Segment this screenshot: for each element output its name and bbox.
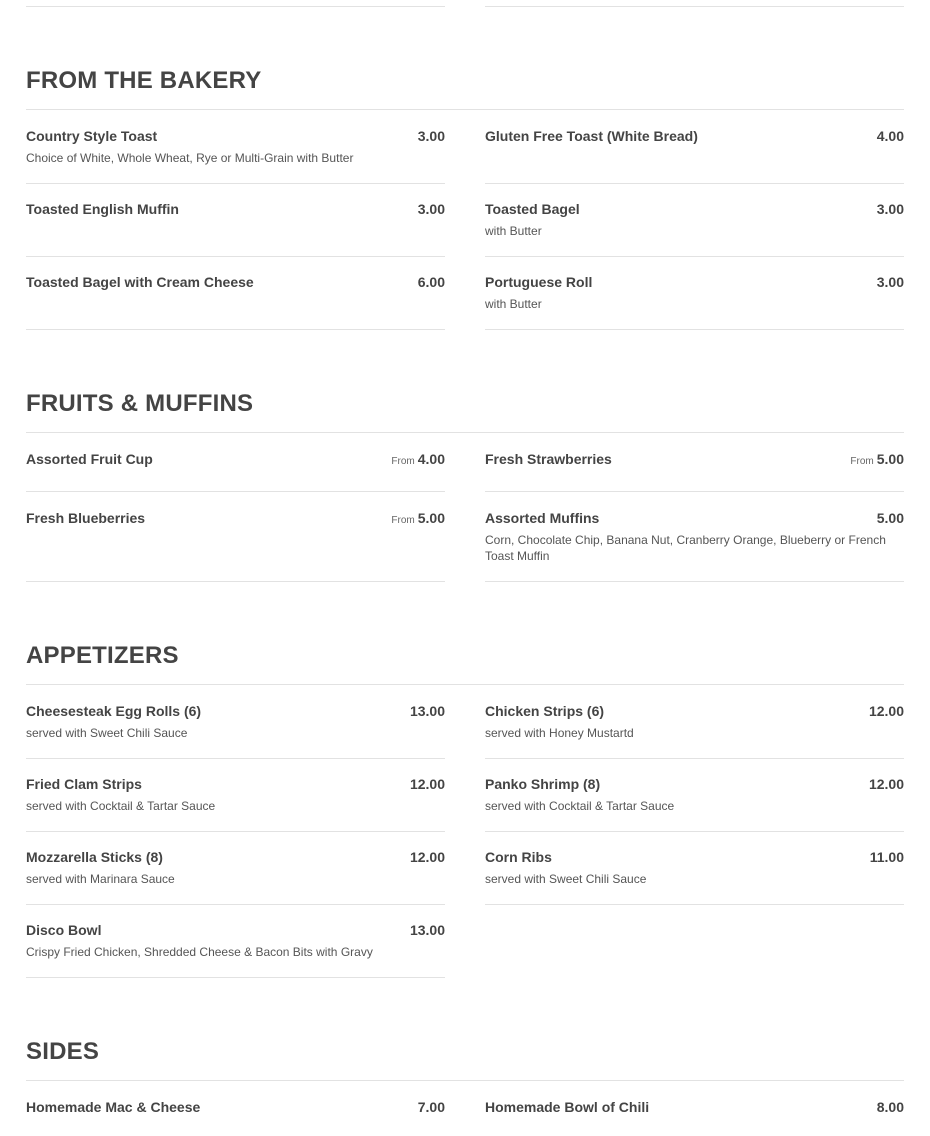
item-divider <box>485 581 904 582</box>
divider <box>26 6 445 7</box>
item-divider <box>26 977 445 978</box>
item-divider <box>485 256 904 257</box>
item-description: Crispy Fried Chicken, Shredded Cheese & Bacon Bits with Gravy <box>26 945 373 959</box>
price-value: 5.00 <box>417 510 445 526</box>
price-from-label: From <box>850 456 874 467</box>
item-description: Corn, Chocolate Chip, Banana Nut, Cranberry Orange, Blueberry or French Toast Muffin <box>485 533 886 563</box>
item-name: Disco Bowl <box>26 922 102 938</box>
item-name: Panko Shrimp (8) <box>485 776 601 792</box>
item-name: Homemade Bowl of Chili <box>485 1099 650 1115</box>
item-price: 13.00 <box>409 703 445 719</box>
item-name: Gluten Free Toast (White Bread) <box>485 128 698 144</box>
section-fruits-muffins <box>26 390 904 563</box>
item-divider <box>26 183 445 184</box>
section-title: APPETIZERS <box>26 642 179 669</box>
item-price: 11.00 <box>869 849 904 865</box>
item-name: Cheesesteak Egg Rolls (6) <box>26 703 202 719</box>
item-name: Corn Ribs <box>485 849 552 865</box>
item-divider <box>26 831 445 832</box>
item-price: 3.00 <box>417 201 445 217</box>
item-price <box>391 451 445 470</box>
top-dividers <box>26 6 904 7</box>
item-name: Assorted Fruit Cup <box>26 451 153 467</box>
item-price: 12.00 <box>409 849 445 865</box>
item-divider <box>485 491 904 492</box>
section-title: SIDES <box>26 1038 100 1065</box>
item-name: Homemade Mac & Cheese <box>26 1099 201 1115</box>
item-name: Country Style Toast <box>26 128 158 144</box>
item-name: Toasted English Muffin <box>26 201 179 217</box>
item-price: 3.00 <box>876 274 904 290</box>
item-description: served with Cocktail & Tartar Sauce <box>485 799 675 813</box>
item-divider <box>485 329 904 330</box>
item-price: 12.00 <box>868 703 904 719</box>
item-price: 3.00 <box>417 128 445 144</box>
item-divider <box>26 904 445 905</box>
item-price: 13.00 <box>409 922 445 938</box>
price-from-label: From <box>391 456 415 467</box>
item-name: Chicken Strips (6) <box>485 703 605 719</box>
section-divider <box>26 1080 904 1081</box>
section-divider <box>26 684 904 685</box>
item-price: 8.00 <box>876 1099 904 1115</box>
item-price: 3.00 <box>876 201 904 217</box>
item-description: served with Marinara Sauce <box>26 872 175 886</box>
item-name: Portuguese Roll <box>485 274 593 290</box>
item-price: 4.00 <box>876 128 904 144</box>
item-price <box>391 510 445 529</box>
item-price: 6.00 <box>417 274 445 290</box>
item-name: Fresh Strawberries <box>485 451 612 467</box>
item-description: Choice of White, Whole Wheat, Rye or Multi-Grain with Butter <box>26 151 354 165</box>
item-description: served with Cocktail & Tartar Sauce <box>26 799 216 813</box>
item-divider <box>26 581 445 582</box>
section-sides <box>26 1038 904 1115</box>
item-description: with Butter <box>485 297 542 311</box>
item-name: Toasted Bagel with Cream Cheese <box>26 274 254 290</box>
price-value: 5.00 <box>876 451 904 467</box>
item-price <box>850 451 904 470</box>
item-divider <box>26 256 445 257</box>
section-title: FRUITS & MUFFINS <box>26 390 254 417</box>
item-divider <box>26 491 445 492</box>
section-appetizers <box>26 642 904 959</box>
item-description: with Butter <box>485 224 542 238</box>
item-divider <box>26 758 445 759</box>
divider <box>485 6 904 7</box>
item-name: Toasted Bagel <box>485 201 580 217</box>
price-value: 4.00 <box>417 451 445 467</box>
section-title: FROM THE BAKERY <box>26 67 262 94</box>
item-name: Assorted Muffins <box>485 510 600 526</box>
item-price: 5.00 <box>876 510 904 526</box>
item-price: 7.00 <box>417 1099 445 1115</box>
item-divider <box>485 831 904 832</box>
item-name: Fresh Blueberries <box>26 510 146 526</box>
section-divider <box>26 432 904 433</box>
item-description: served with Honey Mustartd <box>485 726 634 740</box>
item-price: 12.00 <box>409 776 445 792</box>
item-name: Mozzarella Sticks (8) <box>26 849 163 865</box>
section-bakery <box>26 67 904 311</box>
item-divider <box>485 758 904 759</box>
item-price: 12.00 <box>868 776 904 792</box>
item-description: served with Sweet Chili Sauce <box>485 872 647 886</box>
item-name: Fried Clam Strips <box>26 776 142 792</box>
item-divider <box>26 329 445 330</box>
item-divider <box>485 904 904 905</box>
item-divider <box>485 183 904 184</box>
item-description: served with Sweet Chili Sauce <box>26 726 188 740</box>
section-divider <box>26 109 904 110</box>
price-from-label: From <box>391 515 415 526</box>
